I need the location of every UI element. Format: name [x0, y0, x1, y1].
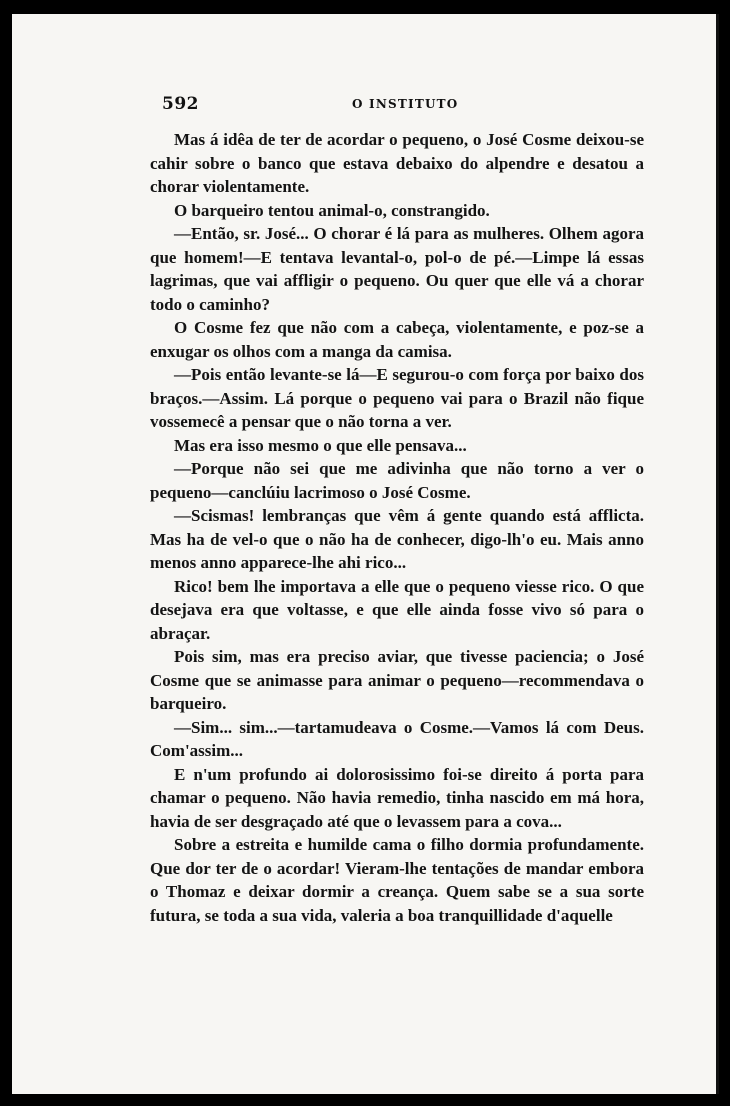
paragraph: —Pois então levante-se lá—E segurou-o com força por baixo dos braços.—Assim. Lá porque o pequeno vai para o Brazil não fique vossemecê a pensar que o não torna a ver. — [150, 365, 644, 431]
paragraph: —Então, sr. José... O chorar é lá para as mulheres. Olhem agora que homem!—E tentava levantal-o, pol-o de pé.—Limpe lá essas lagrimas, que vai affligir o pequeno. Ou quer que elle vá a chorar todo o caminho? — [150, 224, 644, 314]
paragraph: —Scismas! lembranças que vêm á gente quando está afflicta. Mas ha de vel-o que o não ha de conhecer, digo-lh'o eu. Mais anno menos anno apparece-lhe ahi rico... — [150, 506, 644, 572]
paragraph: —Porque não sei que me adivinha que não torno a ver o pequeno—canclúiu lacrimoso o José Cosme. — [150, 459, 644, 502]
paragraph: Mas era isso mesmo o que elle pensava... — [174, 435, 467, 455]
paragraph: —Sim... sim...—tartamudeava o Cosme.—Vamos lá com Deus. Com'assim... — [150, 717, 644, 760]
paragraph: Sobre a estreita e humilde cama o filho dormia profundamente. Que dor ter de o acordar! Vieram-lhe tentações de mandar embora o Thomaz e deixar dormir a creança. Quem sabe se a sua sorte futura, se toda a sua vida, valeria a boa tranquillidade d'aquelle — [150, 835, 644, 925]
paragraph: Mas á idêa de ter de acordar o pequeno, o José Cosme deixou-se cahir sobre o banco que estava debaixo do alpendre e desatou a chorar violentamente. — [150, 130, 644, 196]
paragraph: Rico! bem lhe importava a elle que o pequeno viesse rico. O que desejava era que voltasse, e que elle ainda fosse vivo só para o abraçar. — [150, 576, 644, 643]
body-text — [150, 128, 644, 927]
paragraph: Pois sim, mas era preciso aviar, que tivesse paciencia; o José Cosme que se animasse para animar o pequeno—recommendava o barqueiro. — [150, 647, 644, 713]
page-number: 592 — [162, 94, 199, 114]
paragraph: O Cosme fez que não com a cabeça, violentamente, e poz-se a enxugar os olhos com a manga da camisa. — [150, 318, 644, 361]
running-title: O INSTITUTO — [352, 97, 459, 111]
paragraph: E n'um profundo ai dolorosissimo foi-se direito á porta para chamar o pequeno. Não havia remedio, tinha nascido em má hora, havia de ser desgraçado até que o levassem para a cova... — [150, 764, 644, 831]
paragraph: O barqueiro tentou animal-o, constrangido. — [174, 200, 490, 220]
